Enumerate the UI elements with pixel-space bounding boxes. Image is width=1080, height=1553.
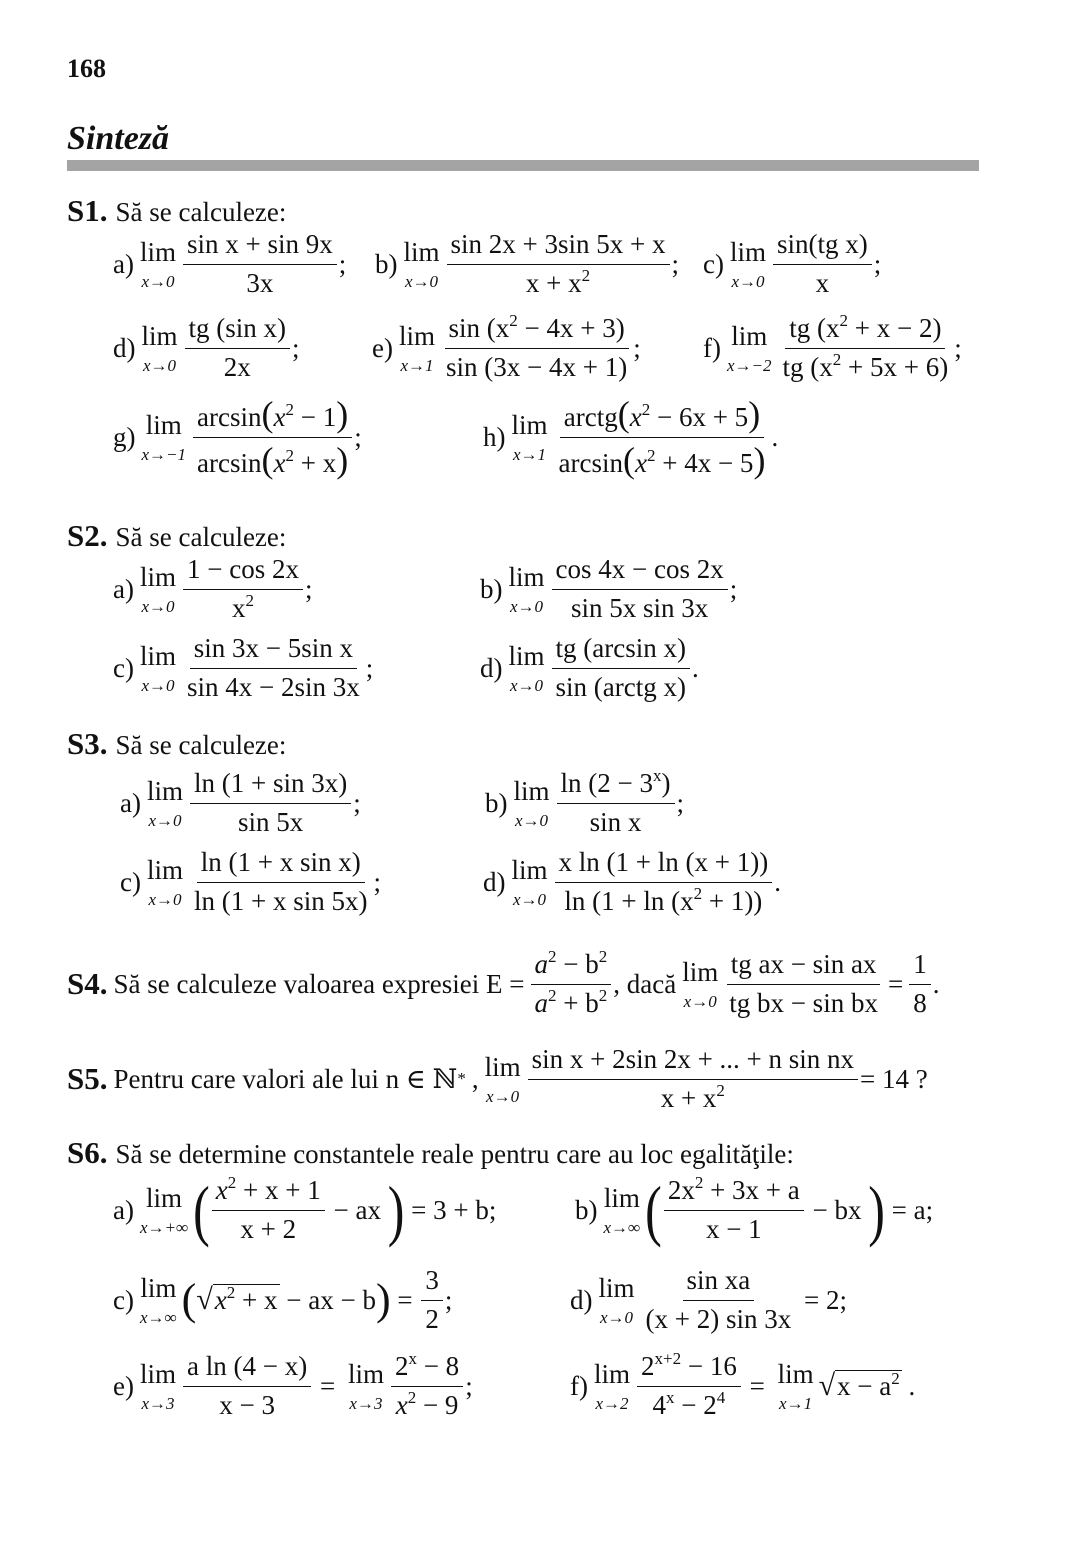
exercise-s5: S5. Pentru care valori ale lui n ∈ ℕ * , lim x→0 $\frac{\text{sin x + 2sin 2x + ... + n sin nx}}{x + x^2}$ = 14 ? (67, 1044, 928, 1113)
s6-b-expression: b) lim x→∞ ( $2x^2 + 3x + a$ x − 1 − bx ) = a; (575, 1172, 934, 1248)
s3-c-expression: c) lim x→0 ln (1 + x sin x) ln (1 + x sin 5x) ; (120, 847, 381, 916)
s2-a-expression: a) lim x→0 1 − cos 2x $x^2$ ; (113, 554, 313, 623)
s1-c-expression: c) lim x→0 sin(tg x) x ; (703, 229, 882, 298)
s1-d-expression: d) lim x→0 tg (sin x) 2x ; (113, 313, 300, 382)
s2-b-expression: b) lim x→0 cos 4x − cos 2x sin 5x sin 3x ; (480, 554, 738, 623)
exercise-s2-heading: S2. Să se calculeze: (67, 518, 287, 553)
s1-g-expression: g) lim x→−1 $\arcsin(x^2 - 1)$ $\arcsin(x^2 + x)$ ; (113, 394, 362, 480)
s6-f-expression: f) lim x→2 $\frac{2^{x+2} - 16}{4^x - 2^4}$ = lim x→1 √ $x - a^2$ . (570, 1349, 916, 1420)
s1-f-expression: f) lim x→−2 tg $(x^2 + x - 2)$ tg $(x^2 + 5x + 6)$ ; (703, 311, 962, 382)
s3-b-expression: b) lim x→0 $\ln (2 - 3^x)$ sin x ; (485, 766, 685, 837)
s6-c-expression: c) lim x→∞ ( √ $x^2 + x$ − ax − b ) = $\frac{3}{2}$ ; (113, 1265, 453, 1334)
s2-c-expression: c) lim x→0 sin 3x − 5sin x sin 4x − 2sin 3x ; (113, 633, 374, 702)
s1-h-expression: h) lim x→1 $arctg(x^2 - 6x + 5)$ $\arcsin(x^2 + 4x - 5)$ . (483, 394, 779, 480)
s6-d-expression: d) lim x→0 $\frac{\text{sin xa}}{(x + 2) \sin 3x}$ = 2; (570, 1265, 847, 1334)
s1-a-expression: a) lim x→0 sin x + sin 9x 3x ; (113, 229, 347, 298)
title-rule (67, 160, 979, 171)
s1-e-expression: e) lim x→1 $\sin (x^2 - 4x + 3)$ sin (3x − 4x + 1) ; (372, 311, 641, 382)
exercise-s1-heading: S1. Să se calculeze: (67, 193, 287, 228)
s2-d-expression: d) lim x→0 tg (arcsin x) sin (arctg x) . (480, 633, 699, 702)
page-number: 168 (67, 54, 106, 83)
s3-d-expression: d) lim x→0 x ln (1 + ln (x + 1)) $\ln (1 + \ln (x^2 + 1))$ . (483, 847, 781, 916)
exercise-s4: S4. Să se calculeze valoarea expresiei E = $\frac{a^2 - b^2}{a^2 + b^2}$ , dacă lim x→0 $\frac{\text{tg ax − sin ax}}{\text{tg bx − sin bx}}$ = $\frac{1}{8}$ . (67, 947, 940, 1018)
s3-a-expression: a) lim x→0 ln (1 + sin 3x) sin 5x ; (120, 768, 361, 837)
s6-e-expression: e) lim x→3 $\frac{\text{a ln (4 − x)}}{x - 3}$ = lim x→3 $2^x - 8$ $x^2 - 9$ ; (113, 1349, 473, 1420)
s6-a-expression: a) lim x→+∞ ( $x^2 + x + 1$ x + 2 − ax ) = 3 + b; (113, 1172, 497, 1248)
exercise-s6-heading: S6. Să se determine constantele reale pentru care au loc egalităţile: (67, 1135, 794, 1170)
exercise-s3-heading: S3. Să se calculeze: (67, 726, 287, 761)
page-title: Sinteză (67, 120, 170, 157)
s1-b-expression: b) lim x→0 sin 2x + 3sin 5x + x $x + x^2$ ; (375, 229, 680, 298)
